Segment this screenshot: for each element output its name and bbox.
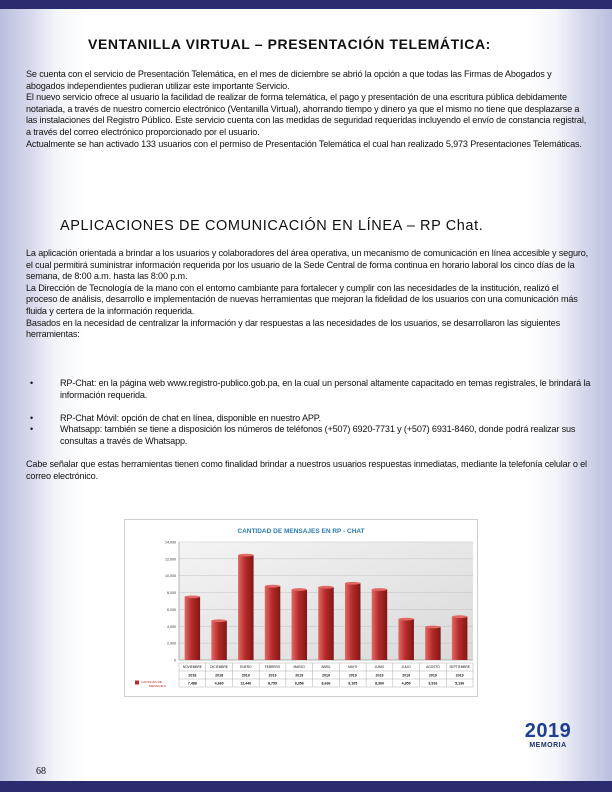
bar xyxy=(265,586,281,660)
y-tick-label: 14,000 xyxy=(165,540,176,545)
data-label: 5,136 xyxy=(455,681,465,686)
bar-cap xyxy=(185,595,201,598)
data-label: 4,660 xyxy=(214,681,224,686)
x-tick-label: NOVIEMBRE xyxy=(182,665,202,670)
section1-body xyxy=(26,69,590,150)
bullet-marker: • xyxy=(30,424,34,435)
x-tick-label: ENERO xyxy=(240,665,252,670)
x-tick-label: DICIEMBRE xyxy=(210,665,228,670)
data-label: 7,488 xyxy=(187,681,197,686)
x-tick-label: JUNIO xyxy=(374,665,385,670)
y-tick-label: 4,000 xyxy=(167,624,176,629)
bar xyxy=(238,555,254,660)
chart-frame xyxy=(124,519,478,697)
x-tick-label: MARZO xyxy=(293,665,306,670)
bar-cap xyxy=(318,586,334,589)
x-tick-label: MAYO xyxy=(348,665,358,670)
section2-body xyxy=(26,248,590,341)
bar-cap xyxy=(398,618,414,621)
bar xyxy=(345,583,361,660)
year-label: 2018 xyxy=(188,673,197,678)
bottom-banner xyxy=(0,781,612,792)
year-label: 2019 xyxy=(348,673,357,678)
section-title-rp-chat: APLICACIONES DE COMUNICACIÓN EN LÍNEA – RP Chat. xyxy=(60,218,484,234)
top-banner xyxy=(0,0,612,9)
year-label: 2018 xyxy=(215,673,224,678)
year-label: 2019 xyxy=(268,673,277,678)
chart-title: CANTIDAD DE MENSAJES EN RP - CHAT xyxy=(237,528,365,535)
y-tick-label: 0 xyxy=(174,658,176,663)
bar-cap xyxy=(238,554,254,557)
messages-bar-chart xyxy=(125,520,477,696)
paragraph: Basados en la necesidad de centralizar la información y dar respuestas a las necesidades de los usuarios, se desarrollaron las siguientes herramientas: xyxy=(26,317,560,340)
bar xyxy=(372,590,388,660)
year-label: 2019 xyxy=(322,673,330,678)
bar xyxy=(452,617,468,660)
data-label: 12,446 xyxy=(240,681,252,686)
legend-label: CANTIDAD DE xyxy=(141,680,162,684)
list-item-text: RP-Chat Móvil: opción de chat en línea, disponible en nuestro APP. xyxy=(60,412,321,423)
data-label: 4,850 xyxy=(401,681,411,686)
x-tick-label: FEBRERO xyxy=(264,665,281,670)
bar-cap xyxy=(425,626,441,629)
x-tick-label: AGOSTO xyxy=(426,665,440,670)
y-tick-label: 10,000 xyxy=(165,574,176,579)
memoria-logo xyxy=(522,720,574,749)
data-label: 8,759 xyxy=(268,681,278,686)
x-tick-label: ABRIL xyxy=(321,665,331,670)
list-item-text: Whatsapp: también se tiene a disposición los números de teléfonos (+507) 6920-7731 y (+507) 6931-8460, donde podrá realizar sus consultas a través de Whatsapp. xyxy=(60,424,576,446)
year-label: 2019 xyxy=(375,673,384,678)
legend-swatch xyxy=(135,681,139,685)
data-label: 8,360 xyxy=(374,681,384,686)
paragraph: El nuevo servicio ofrece al usuario la facilidad de realizar de forma telemática, el pago y presentación de una escritura pública debidamente notariada, a través de nuestro comercio electrónico (Ventanilla Virtual), ahorrando tiempo y dinero ya que el mismo no tiene que desplazarse a las instalaciones del Registro Público. Este servicio cuenta con las medidas de seguridad requeridas incluyendo el envío de constancia registral, a través del correo electrónico proporcionado por el usuario. xyxy=(26,92,587,137)
year-label: 2019 xyxy=(241,673,250,678)
list-item xyxy=(26,413,592,425)
closing-paragraph: Cabe señalar que estas herramientas tienen como finalidad brindar a nuestros usuarios respuestas inmediatas, mediante la telefonía celular o el correo electrónico. xyxy=(26,459,587,481)
section-title-ventanilla: VENTANILLA VIRTUAL – PRESENTACIÓN TELEMÁTICA: xyxy=(88,36,491,52)
x-tick-label: JULIO xyxy=(401,665,411,670)
paragraph: Se cuenta con el servicio de Presentación Telemática, en el mes de diciembre se abrió la opción a que todas las Firmas de Abogados y abogados independientes pudieran utilizar este importante Servicio. xyxy=(26,69,552,91)
list-item xyxy=(26,378,592,401)
logo-label: MEMORIA xyxy=(529,742,567,749)
bar xyxy=(185,597,201,660)
list-item-text: RP-Chat: en la página web www.registro-publico.gob.pa, en la cual un personal altamente capacitado en temas registrales, le brindará la información requerida. xyxy=(60,378,591,400)
bar-cap xyxy=(452,615,468,618)
bullet-marker: • xyxy=(30,412,34,423)
tools-list xyxy=(26,378,592,482)
paragraph: La aplicación orientada a brindar a los usuarios y colaboradores del área operativa, un mecanismo de comunicación en línea accesible y seguro, el cual permitirá suministrar información requerida por los usuario de la Sede Central de forma continua en horario laboral los cinco días de la semana, de 8:00 a.m. hasta las 8:00 p.m. xyxy=(26,248,589,282)
bar xyxy=(211,621,227,660)
year-label: 2019 xyxy=(455,673,464,678)
year-label: 2019 xyxy=(428,673,437,678)
paragraph: Actualmente se han activado 133 usuarios con el permiso de Presentación Telemática el cual han realizado 5,973 Presentaciones Telemáticas. xyxy=(26,138,582,149)
bar xyxy=(425,627,441,660)
year-label: 2019 xyxy=(295,673,304,678)
paragraph: La Dirección de Tecnología de la mano con el entorno cambiante para fortalecer y cumplir con las necesidades de la institución, realizó el proceso de análisis, desarrollo e implementación de nuevas herramientas que mejoran la fidelidad de los usuarios con una comunicación más fluida y certera de la información requerida. xyxy=(26,282,578,316)
bar-cap xyxy=(372,588,388,591)
legend-label: MENSAJES xyxy=(149,684,166,688)
bar xyxy=(292,590,308,660)
bar-cap xyxy=(265,585,281,588)
data-label: 8,636 xyxy=(321,681,331,686)
year-label: 2019 xyxy=(402,673,411,678)
bar xyxy=(318,587,334,660)
y-tick-label: 8,000 xyxy=(167,591,176,596)
x-tick-label: SEPTIEMBRE xyxy=(449,665,470,670)
y-tick-label: 6,000 xyxy=(167,607,176,612)
y-tick-label: 12,000 xyxy=(165,557,176,562)
data-label: 8,356 xyxy=(294,681,304,686)
bullet-marker: • xyxy=(30,378,34,388)
bar-cap xyxy=(345,582,361,585)
y-tick-label: 2,000 xyxy=(167,641,176,646)
logo-year: 2019 xyxy=(524,720,572,742)
bar-cap xyxy=(292,588,308,591)
bar xyxy=(398,619,414,660)
data-label: 9,105 xyxy=(348,681,358,686)
data-label: 3,916 xyxy=(428,681,438,686)
bar-cap xyxy=(211,619,227,622)
page-number: 68 xyxy=(36,766,46,777)
list-item xyxy=(26,424,592,447)
